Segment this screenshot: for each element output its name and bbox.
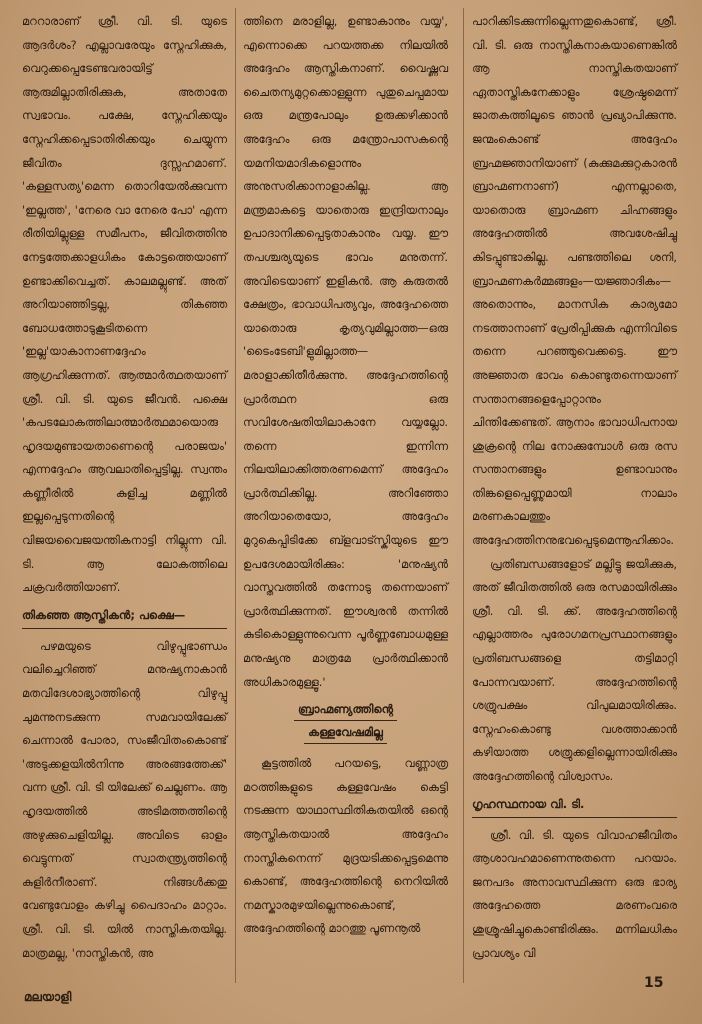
column-divider (463, 8, 464, 983)
paragraph: പ്രതിബന്ധങ്ങളോട് മല്ലിട്ടു ജയിക്കുക, അത് ജീവിതത്തിൽ ഒരു രസമായിരിക്കും ശ്രീ. വി. ടി. ക്ക്. അദ്ദേഹത്തിന്റെ എല്ലാത്തരം പുരോഗമനപ്രസ്ഥാനങ്ങളും പ്രതിബന്ധങ്ങളെ തട്ടിമാറ്റി പോന്നവയാണ്. അദ്ദേഹത്തിന്റെ ശത്രുപക്ഷം വിപുലമായിരിക്കും. സ്നേഹംകൊണ്ടു വശത്താക്കാൻ കഴിയാത്ത ശത്രുക്കളില്ലെന്നായിരിക്കും അദ്ദേഹത്തിന്റെ വിശ്വാസം. (472, 556, 677, 783)
page-number: 15 (644, 975, 664, 991)
article-column-1 (22, 10, 227, 965)
section-heading (243, 698, 448, 746)
section-heading-line-1: ബ്രാഹ്മണ്യത്തിന്റെ (294, 698, 397, 721)
paragraph: പാറിക്കിടക്കുന്നില്ലെന്നതുകൊണ്ട്, ശ്രീ. വി. ടി. ഒരു നാസ്തികനാകയാണെങ്കിൽ ആ നാസ്തികതയാണ് ഏതാസ്തികനേക്കാളും ശ്രേഷ്ഠമെന്ന് ജാതകത്തിലൂടെ ഞാൻ പ്രഖ്യാപിക്കുന്നു. ജന്മംകൊണ്ട് അദ്ദേഹം ബ്രഹ്മജ്ഞാനിയാണ് (കുക്കുമക്കുറ്റകാരൻ ബ്രാഹ്മണനാണ്) എന്നല്ലാതെ, യാതൊരു ബ്രാഹ്മണ ചിഹ്നങ്ങളും അദ്ദേഹത്തിൽ അവശേഷിച്ചു കിടപ്പുണ്ടാകില്ല. പണ്ടത്തിലെ ശനി, ബ്രാഹ്മണകർമ്മങ്ങളം—യജ്ഞാദികം—അതൊന്നും, മാനസിക കാര്യമോ നടത്താനാണ് പ്രേരിപ്പിക്കുക എന്നിവിടെ തന്നെ പറഞ്ഞുവെക്കട്ടെ. ഈ അജ്ഞാത ഭാവം കൊണ്ടുതന്നെയാണ് സന്താനങ്ങളെപ്പോറ്റാനും ചിന്തിക്കേണ്ടത്. ആനാം ഭാവാധിപനായ ശുക്രന്റെ നില നോക്കുമ്പോൾ ഒരു രസ സന്താനങ്ങളും ഉണ്ടാവാനും തിങ്കളെപ്പെണ്ണുമായി നാലാം മരണകാലത്തും അദ്ദേഹത്തിനനുഭവപ്പെടുമെന്നൂഹിക്കാം. (472, 14, 677, 548)
section-heading: തികഞ്ഞ ആസ്തികൻ; പക്ഷെ— (22, 604, 227, 629)
paragraph: ശ്രീ. വി. ടി. യുടെ വിവാഹജീവിതം ആശാവഹമാണെന്നുതന്നെ പറയാം. ജനപദം അനാവസ്ഥിക്കുന്ന ഒരു ഭാര്യ അദ്ദേഹത്തെ മരണംവരെ ശുശ്രൂഷിച്ചുകൊണ്ടിരിക്കും. മന്നിലധികം പ്രാവശ്യം വി (472, 827, 677, 960)
column-divider (235, 8, 236, 983)
magazine-name: മലയാളി (24, 990, 72, 1004)
paragraph: കൂട്ടത്തിൽ പറയട്ടെ, വണ്ണാത്ര മഠത്തിങ്കളുടെ കള്ളവേഷം കെട്ടി നടക്കുന്ന യാഥാസ്ഥിതികതയിൽ ഒന്റെ ആസ്തികതയാൽ അദ്ദേഹം നാസ്തികനെന്ന് മുദ്രയടിക്കപ്പെട്ടമെന്നു കൊണ്ട്, അദ്ദേഹത്തിന്റെ നെറിയിൽ നമസ്കാരമുഴയില്ലെന്നുകൊണ്ട്, അദ്ദേഹത്തിന്റെ മാറത്തു പൂണനൂൽ (243, 756, 448, 936)
section-heading-line-2: കള്ളവേഷമില്ല (304, 721, 387, 744)
paragraph: ത്തിനെ മരാളില്ല, ഉണ്ടാകാനും വയ്യ', എന്നൊക്കെ പറയത്തക്ക നിലയിൽ അദ്ദേഹം ആസ്തികനാണ്. വൈഷ്ണവ ചൈതന്യമുറ്റക്കൊള്ളുന്ന പുതുചെപ്പമായ ഒരു മന്ത്രപോലും ഉരുക്കഴിക്കാൻ അദ്ദേഹം ഒരു മന്ത്രോപാസകന്റെ യമനിയമാദികളൊന്നും അനുസരിക്കാനാളാകില്ല. ആ മന്ത്രമാകട്ടെ യാതൊരു ഇന്ദ്രിയനാലും ഉപാദാനിക്കപ്പെടുതാകാനും വയ്യ. ഈ തപശ്ചര്യയുടെ ഭാവം മനുതന്ന്. അവിടെയാണ് ഇളികൻ. ആ കരുതൽ ക്ഷേത്രം, ഭാവാധിപത്യവും, അദ്ദേഹത്തെ യാതൊരു കൃത്യവുമില്ലാത്ത—ഒരു 'ടൈംടേബി'ളുമില്ലാത്ത— മരാളാക്കിതീർക്കുന്നു. അദ്ദേഹത്തിന്റെ പ്രാർത്ഥന ഒരു സവിശേഷതിയിലാകാനേ വയ്യല്ലോ. തന്നെ ഇന്നിന്ന നിലയിലാക്കിത്തരണമെന്ന് അദ്ദേഹം പ്രാർത്ഥിക്കില്ല. അറിഞ്ഞോ അറിയാതെയോ, അദ്ദേഹം മുറുകെപ്പിടിക്കേ ബ്ളവാട്സ്കിയുടെ ഈ ഉപദേശമായിരിക്കും: 'മനുഷ്യൻ വാസ്തവത്തിൽ തന്നോടു തന്നെയാണ് പ്രാർത്ഥിക്കുന്നത്. ഈശ്വരൻ തന്നിൽ കുടികൊള്ളുന്നുവെന്ന പൂർണ്ണബോധമുള്ള മനുഷ്യനു മാത്രമേ പ്രാർത്ഥിക്കാൻ അധികാരമുള്ളൂ.' (243, 14, 448, 689)
paragraph: മററാരാണ് ശ്രീ. വി. ടി. യുടെ ആദർശം? എല്ലാവരേയും സ്നേഹിക്കുക, വെറുക്കപ്പെടേണ്ടവരായിട്ട് ആരുമില്ലാതിരിക്കുക, അതാതേ സ്വഭാവം. പക്ഷേ, സ്നേഹിക്കയും സ്നേഹിക്കപ്പെടാതിരിക്കയും ചെയ്യുന്ന ജീവിതം ദുസ്സഹമാണ്. 'കള്ളസത്യ'മെന്ന തൊറിയേൽക്കുവന്ന 'ഇല്ലത്ത', 'നേരെ വാ നേരെ പോ' എന്ന രീതിയില്ലുള്ള സമീപനം, ജീവിതത്തിനു നേട്ടത്തേക്കാളധികം കോട്ടത്തെയാണ് ഉണ്ടാക്കിവെച്ചത്. കാലമല്ലുണ്ട്. അത് അറിയാഞ്ഞിട്ടല്ല, തികഞ്ഞ ബോധത്തോടുകൂടിതന്നെ 'ഇല്ല'യാകാനാണദ്ദേഹം ആഗ്രഹിക്കുന്നത്. ആത്മാർത്ഥതയാണ് ശ്രീ. വി. ടി. യുടെ ജീവൻ. പക്ഷെ 'കപടലോകത്തിലാത്മാർത്ഥമായൊരു ഹൃദയമുണ്ടായതാണെന്റെ പരാജയം' എന്നദ്ദേഹം ആവലാതിപ്പെട്ടില്ല. സ്വന്തം കണ്ണീരിൽ കുളിച്ച മണ്ണിൽ ഇല്ലപ്പെടുന്നതിന്റെ വിജയവൈജയന്തികനാട്ടി നില്ലുന്ന വി. ടി. ആ ലോകത്തിലെ ചക്രവർത്തിയാണ്. (22, 14, 227, 595)
article-column-2 (243, 10, 448, 941)
article-column-3 (472, 10, 677, 965)
paragraph: പഴമയുടെ വിഴുപ്പുഭാണ്ഡം വലിച്ചെറിഞ്ഞ് മനുഷ്യനാകാൻ മതവിദേശാഭ്യാത്തിന്റെ വിഴുപ്പു ചുമന്നുനടക്കുന്ന സമവായിലേക്ക് ചെന്നാൽ പോരാ, സംജീവിതംകൊണ്ട് 'അടുക്കളയിൽനിന്നു അരങ്ങത്തേക്ക്' വന്ന ശ്രീ. വി. ടി യിലേക്ക് ചെല്ലണം. ആ ഹൃദയത്തിൽ അടിമത്തത്തിന്റെ അഴുക്കുചെളിയില്ല. അവിടെ ഓളം വെട്ടുന്നത് സ്വാതന്ത്ര്യത്തിന്റെ കുളിർനീരാണ്. നിങ്ങൾക്കതു വേണ്ടുവോളം കഴിച്ചു പൈദാഹം മാറ്റാം. ശ്രീ. വി. ടി. യിൽ നാസ്തികതയില്ല. മാത്രമല്ല, 'നാസ്തികൻ, അ (22, 638, 227, 960)
section-heading: ഗൃഹസ്ഥനായ വി. ടി. (472, 793, 677, 818)
